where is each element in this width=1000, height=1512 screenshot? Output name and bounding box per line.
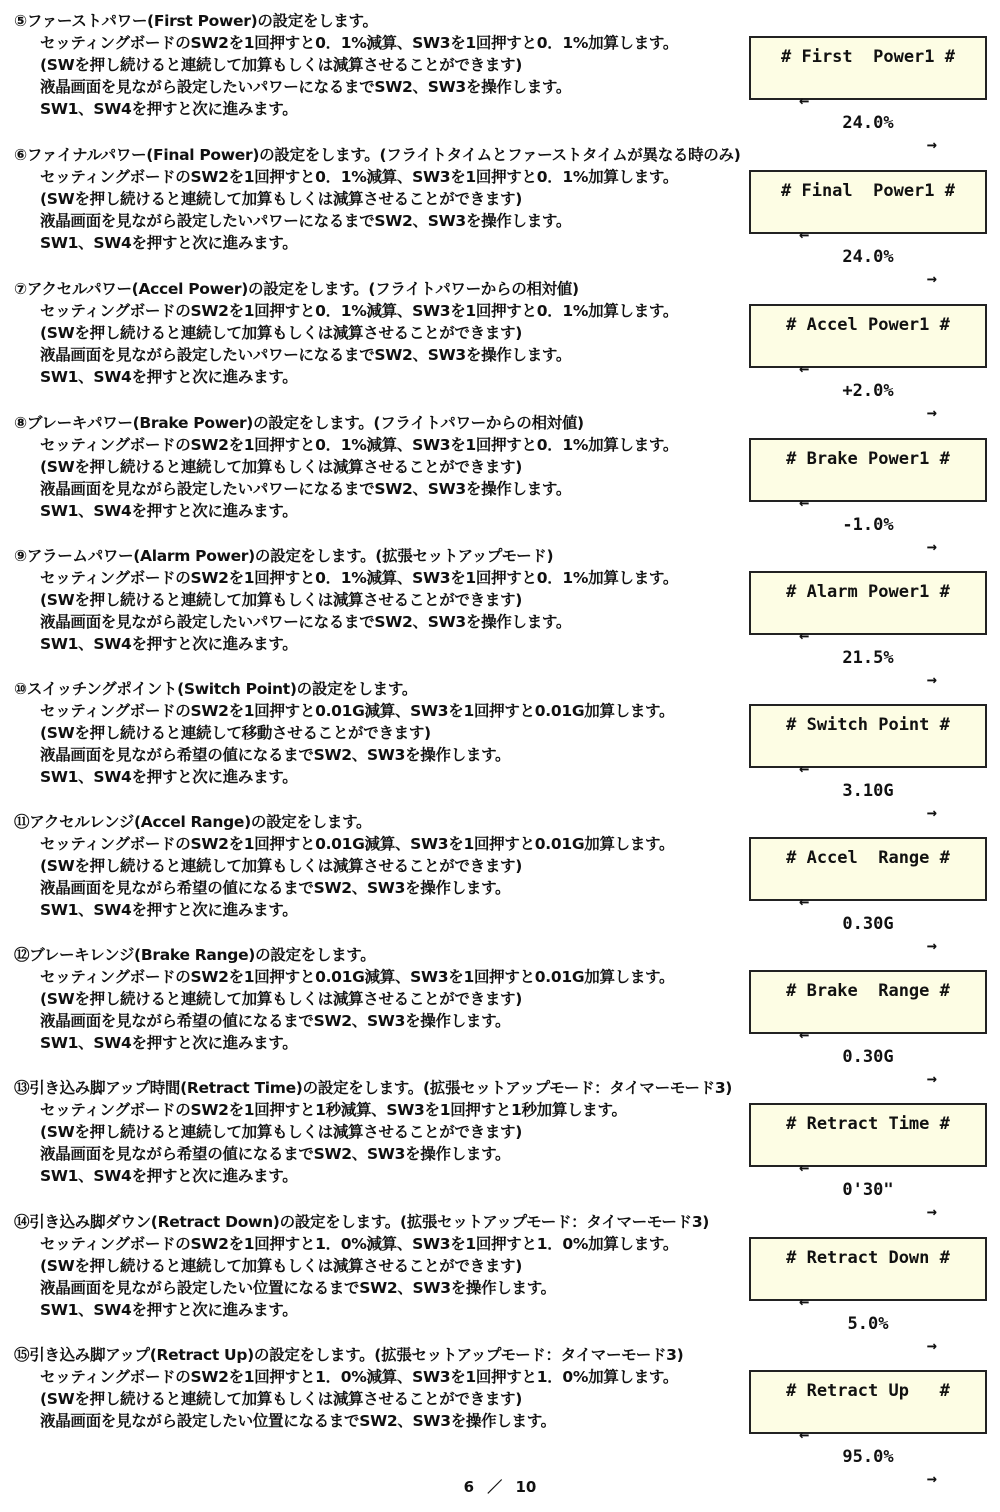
lcd-value: +2.0% — [842, 381, 894, 401]
arrow-left-icon: ← — [799, 892, 810, 912]
instruction-line: 液晶画面を見ながら設定したい位置になるまでSW2、SW3を操作します。 — [40, 1279, 556, 1297]
instruction-line: セッティングボードのSW2を1回押すと0．1%減算、SW3を1回押すと0．1%加算します。 — [40, 302, 679, 320]
lcd-display — [749, 1103, 987, 1222]
instruction-line: 液晶画面を見ながら希望の値になるまでSW2、SW3を操作します。 — [40, 1012, 511, 1030]
arrow-left-icon: ← — [799, 1292, 810, 1312]
section-heading: ⑦アクセルパワー(Accel Power)の設定をします。(フライトパワーからの相対値) — [14, 280, 579, 298]
section-heading: ⑫ブレーキレンジ(Brake Range)の設定をします。 — [14, 946, 376, 964]
lcd-value: 21.5% — [842, 648, 894, 668]
lcd-display — [749, 36, 987, 155]
page-number: 6 ／ 10 — [463, 1478, 537, 1496]
lcd-display — [749, 1370, 987, 1489]
section-heading: ⑧ブレーキパワー(Brake Power)の設定をします。(フライトパワーからの相対値) — [14, 414, 584, 432]
section-heading: ⑥ファイナルパワー(Final Power)の設定をします。(フライトタイムとファーストタイムが異なる時のみ) — [14, 146, 741, 164]
section-heading: ⑪アクセルレンジ(Accel Range)の設定をします。 — [14, 813, 372, 831]
lcd-title: # Switch Point # — [786, 715, 950, 735]
instruction-line: SW1、SW4を押すと次に進みます。 — [40, 901, 298, 919]
instruction-line: セッティングボードのSW2を1回押すと1．0%減算、SW3を1回押すと1．0%加算します。 — [40, 1235, 679, 1253]
instruction-line: SW1、SW4を押すと次に進みます。 — [40, 635, 298, 653]
lcd-display — [749, 571, 987, 690]
instruction-line: セッティングボードのSW2を1回押すと0.01G減算、SW3を1回押すと0.01G加算します。 — [40, 968, 675, 986]
instruction-line: (SWを押し続けると連続して移動させることができます) — [40, 724, 431, 742]
instruction-line: (SWを押し続けると連続して加算もしくは減算させることができます) — [40, 591, 523, 609]
instruction-line: (SWを押し続けると連続して加算もしくは減算させることができます) — [40, 857, 523, 875]
arrow-left-icon: ← — [799, 626, 810, 646]
lcd-display — [749, 304, 987, 423]
arrow-right-icon: → — [926, 1202, 937, 1222]
arrow-right-icon: → — [926, 670, 937, 690]
arrow-right-icon: → — [926, 403, 937, 423]
lcd-value: 3.10G — [842, 781, 894, 801]
lcd-value: 0.30G — [842, 1047, 894, 1067]
lcd-title: # Retract Down # — [786, 1248, 950, 1268]
section-heading: ⑩スイッチングポイント(Switch Point)の設定をします。 — [14, 680, 418, 698]
lcd-title: # Accel Range # — [786, 848, 950, 868]
section-heading: ⑬引き込み脚アップ時間(Retract Time)の設定をします。(拡張セットアップモード：タイマーモード3) — [14, 1079, 733, 1097]
lcd-display — [749, 837, 987, 956]
lcd-title: # Final Power1 # — [781, 181, 955, 201]
lcd-value: 95.0% — [842, 1447, 894, 1467]
instruction-line: (SWを押し続けると連続して加算もしくは減算させることができます) — [40, 190, 523, 208]
arrow-left-icon: ← — [799, 1425, 810, 1445]
arrow-left-icon: ← — [799, 759, 810, 779]
instruction-line: SW1、SW4を押すと次に進みます。 — [40, 368, 298, 386]
lcd-title: # Brake Power1 # — [786, 449, 950, 469]
arrow-right-icon: → — [926, 1469, 937, 1489]
lcd-value: 5.0% — [847, 1314, 889, 1334]
lcd-display — [749, 438, 987, 557]
instruction-line: セッティングボードのSW2を1回押すと1．0%減算、SW3を1回押すと1．0%加算します。 — [40, 1368, 679, 1386]
instruction-line: セッティングボードのSW2を1回押すと1秒減算、SW3を1回押すと1秒加算します。 — [40, 1101, 627, 1119]
arrow-right-icon: → — [926, 269, 937, 289]
instruction-line: セッティングボードのSW2を1回押すと0．1%減算、SW3を1回押すと0．1%加算します。 — [40, 436, 679, 454]
lcd-display — [749, 170, 987, 289]
instruction-line: (SWを押し続けると連続して加算もしくは減算させることができます) — [40, 1123, 523, 1141]
section-heading: ⑤ファーストパワー(First Power)の設定をします。 — [14, 12, 378, 30]
instruction-line: SW1、SW4を押すと次に進みます。 — [40, 1167, 298, 1185]
lcd-title: # First Power1 # — [781, 47, 955, 67]
lcd-display — [749, 970, 987, 1089]
arrow-left-icon: ← — [799, 225, 810, 245]
instruction-line: 液晶画面を見ながら設定したいパワーになるまでSW2、SW3を操作します。 — [40, 480, 572, 498]
lcd-value: 24.0% — [842, 247, 894, 267]
instruction-line: (SWを押し続けると連続して加算もしくは減算させることができます) — [40, 458, 523, 476]
instruction-line: セッティングボードのSW2を1回押すと0．1%減算、SW3を1回押すと0．1%加算します。 — [40, 168, 679, 186]
lcd-display — [749, 704, 987, 823]
instruction-line: 液晶画面を見ながら設定したいパワーになるまでSW2、SW3を操作します。 — [40, 613, 572, 631]
instruction-line: 液晶画面を見ながら設定したい位置になるまでSW2、SW3を操作します。 — [40, 1412, 556, 1430]
lcd-value: -1.0% — [842, 515, 894, 535]
instruction-line: 液晶画面を見ながら希望の値になるまでSW2、SW3を操作します。 — [40, 879, 511, 897]
lcd-title: # Retract Time # — [786, 1114, 950, 1134]
arrow-right-icon: → — [926, 936, 937, 956]
instruction-line: SW1、SW4を押すと次に進みます。 — [40, 502, 298, 520]
instruction-line: 液晶画面を見ながら希望の値になるまでSW2、SW3を操作します。 — [40, 1145, 511, 1163]
instruction-line: (SWを押し続けると連続して加算もしくは減算させることができます) — [40, 56, 523, 74]
instruction-line: SW1、SW4を押すと次に進みます。 — [40, 768, 298, 786]
lcd-title: # Alarm Power1 # — [786, 582, 950, 602]
instruction-line: 液晶画面を見ながら設定したいパワーになるまでSW2、SW3を操作します。 — [40, 212, 572, 230]
arrow-right-icon: → — [926, 803, 937, 823]
instruction-line: セッティングボードのSW2を1回押すと0.01G減算、SW3を1回押すと0.01G加算します。 — [40, 702, 675, 720]
instruction-line: SW1、SW4を押すと次に進みます。 — [40, 234, 298, 252]
instruction-line: 液晶画面を見ながら設定したいパワーになるまでSW2、SW3を操作します。 — [40, 346, 572, 364]
section-heading: ⑮引き込み脚アップ(Retract Up)の設定をします。(拡張セットアップモード：タイマーモード3) — [14, 1346, 684, 1364]
instruction-line: (SWを押し続けると連続して加算もしくは減算させることができます) — [40, 990, 523, 1008]
section-heading: ⑨アラームパワー(Alarm Power)の設定をします。(拡張セットアップモード) — [14, 547, 554, 565]
instruction-line: セッティングボードのSW2を1回押すと0.01G減算、SW3を1回押すと0.01G加算します。 — [40, 835, 675, 853]
arrow-right-icon: → — [926, 1336, 937, 1356]
arrow-left-icon: ← — [799, 91, 810, 111]
instruction-line: セッティングボードのSW2を1回押すと0．1%減算、SW3を1回押すと0．1%加算します。 — [40, 34, 679, 52]
instruction-line: (SWを押し続けると連続して加算もしくは減算させることができます) — [40, 1257, 523, 1275]
lcd-display — [749, 1237, 987, 1356]
lcd-title: # Retract Up # — [786, 1381, 950, 1401]
lcd-value: 0'30" — [842, 1180, 894, 1200]
lcd-value: 24.0% — [842, 113, 894, 133]
lcd-title: # Accel Power1 # — [786, 315, 950, 335]
arrow-left-icon: ← — [799, 1025, 810, 1045]
lcd-value: 0.30G — [842, 914, 894, 934]
arrow-left-icon: ← — [799, 493, 810, 513]
instruction-line: (SWを押し続けると連続して加算もしくは減算させることができます) — [40, 1390, 523, 1408]
instruction-line: 液晶画面を見ながら設定したいパワーになるまでSW2、SW3を操作します。 — [40, 78, 572, 96]
instruction-line: SW1、SW4を押すと次に進みます。 — [40, 100, 298, 118]
instruction-line: SW1、SW4を押すと次に進みます。 — [40, 1301, 298, 1319]
instruction-line: 液晶画面を見ながら希望の値になるまでSW2、SW3を操作します。 — [40, 746, 511, 764]
instruction-line: SW1、SW4を押すと次に進みます。 — [40, 1034, 298, 1052]
instruction-line: (SWを押し続けると連続して加算もしくは減算させることができます) — [40, 324, 523, 342]
instruction-line: セッティングボードのSW2を1回押すと0．1%減算、SW3を1回押すと0．1%加算します。 — [40, 569, 679, 587]
arrow-left-icon: ← — [799, 1158, 810, 1178]
arrow-right-icon: → — [926, 135, 937, 155]
arrow-right-icon: → — [926, 537, 937, 557]
section-heading: ⑭引き込み脚ダウン(Retract Down)の設定をします。(拡張セットアップモード：タイマーモード3) — [14, 1213, 710, 1231]
arrow-right-icon: → — [926, 1069, 937, 1089]
arrow-left-icon: ← — [799, 359, 810, 379]
lcd-title: # Brake Range # — [786, 981, 950, 1001]
